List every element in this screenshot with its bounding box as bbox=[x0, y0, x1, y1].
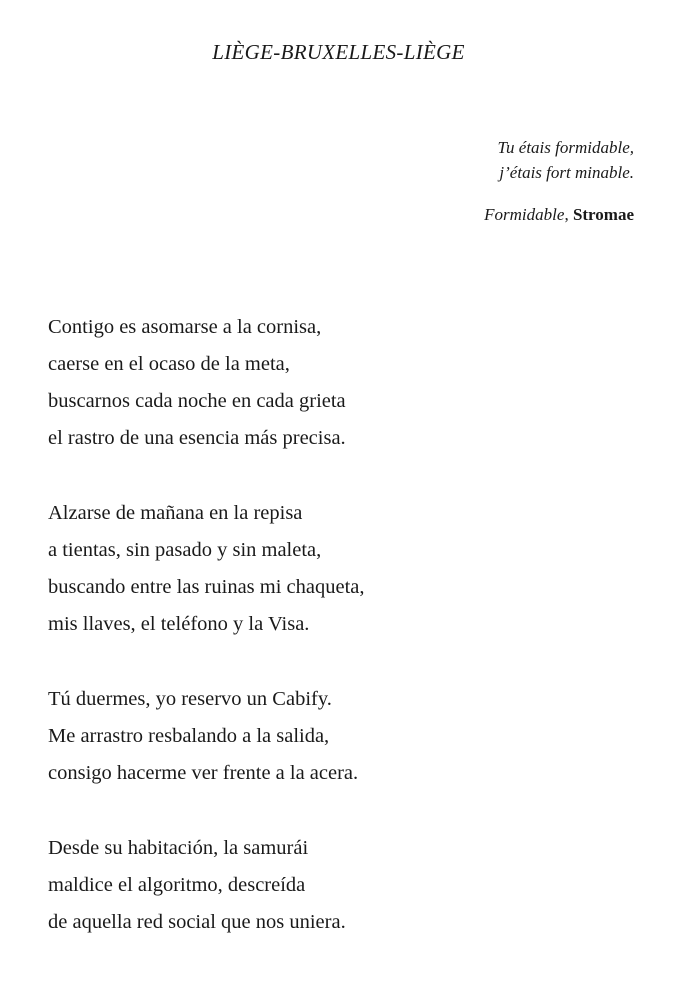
verse-line: el rastro de una esencia más precisa. bbox=[48, 427, 346, 449]
verse-line: consigo hacerme ver frente a la acera. bbox=[48, 762, 359, 784]
verse-line: caerse en el ocaso de la meta, bbox=[48, 353, 290, 375]
epigraph-line: Tu étais formidable, bbox=[497, 138, 634, 157]
verse-line: maldice el algoritmo, descreída bbox=[48, 874, 306, 896]
poem-body bbox=[48, 309, 365, 979]
verse-line: buscando entre las ruinas mi chaqueta, bbox=[48, 576, 365, 598]
epigraph-attribution bbox=[484, 202, 634, 227]
verse-line: Tú duermes, yo reservo un Cabify. bbox=[48, 688, 332, 710]
stanza bbox=[48, 309, 365, 457]
epigraph-separator: , bbox=[564, 205, 573, 224]
verse-line: mis llaves, el teléfono y la Visa. bbox=[48, 613, 310, 635]
poem-title: LIÈGE-BRUXELLES-LIÈGE bbox=[212, 40, 465, 64]
epigraph-song-title: Formidable bbox=[484, 205, 565, 224]
verse-line: buscarnos cada noche en cada grieta bbox=[48, 390, 346, 412]
stanza bbox=[48, 681, 365, 792]
verse-line: Desde su habitación, la samurái bbox=[48, 837, 309, 859]
epigraph-artist: Stromae bbox=[572, 205, 634, 224]
verse-line: de aquella red social que nos uniera. bbox=[48, 911, 346, 933]
epigraph-line: j’étais fort minable. bbox=[499, 163, 634, 182]
verse-line: a tientas, sin pasado y sin maleta, bbox=[48, 539, 322, 561]
epigraph bbox=[484, 135, 634, 227]
verse-line: Me arrastro resbalando a la salida, bbox=[48, 725, 330, 747]
verse-line: Alzarse de mañana en la repisa bbox=[48, 502, 303, 524]
stanza bbox=[48, 495, 365, 643]
verse-line: Contigo es asomarse a la cornisa, bbox=[48, 316, 322, 338]
stanza bbox=[48, 830, 365, 941]
